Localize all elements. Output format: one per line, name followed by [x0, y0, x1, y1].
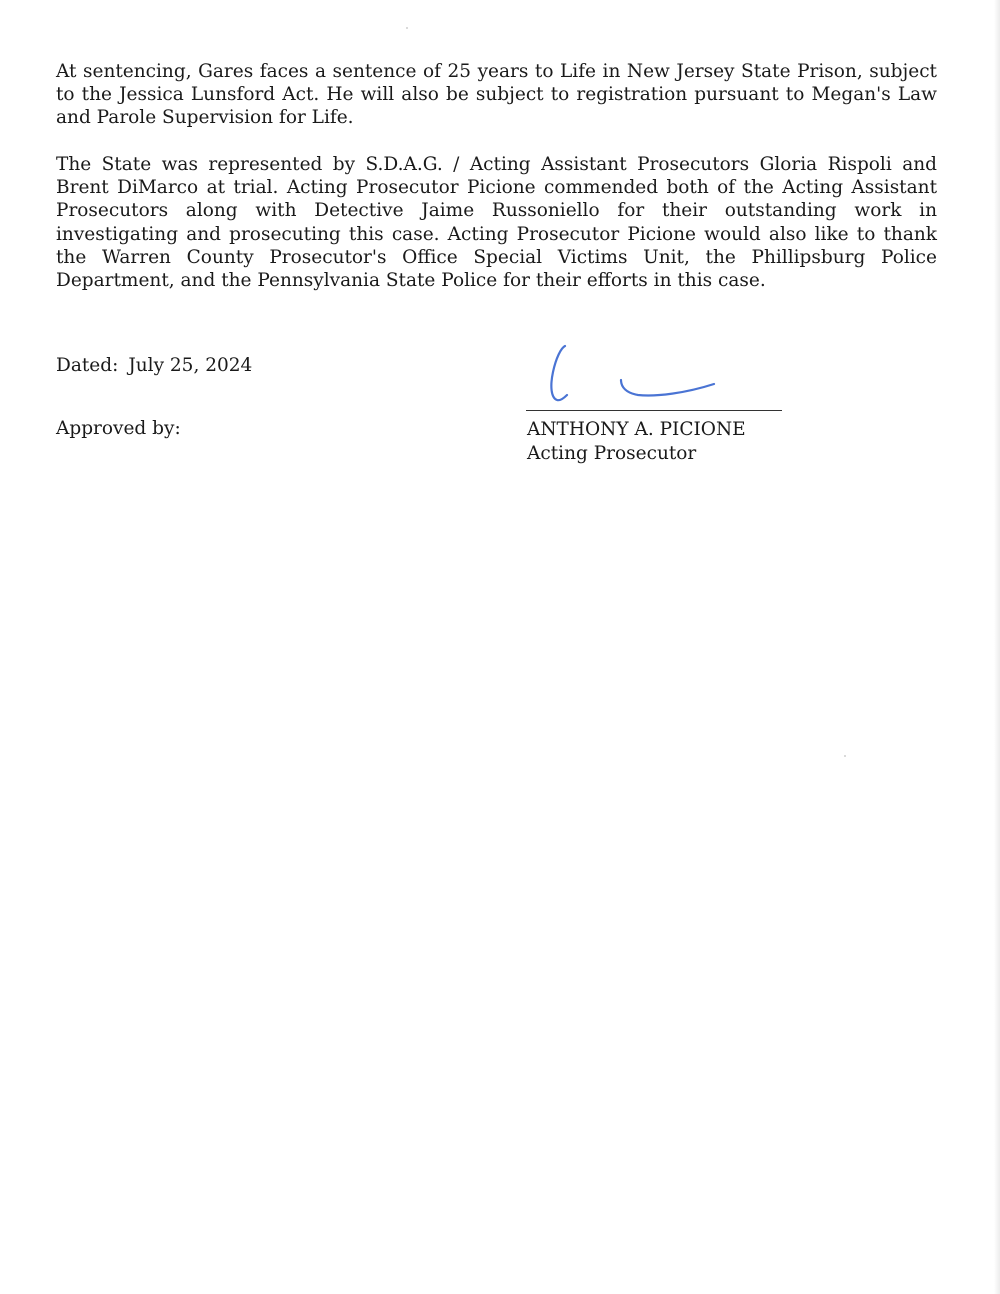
sentencing-paragraph: At sentencing, Gares faces a sentence of 25 years to Life in New Jersey State Prison, subject to the Jessica Lunsford Act. He will also be subject to registration pursuant to Megan's Law and Parole Supervision for Life.: [56, 61, 937, 129]
signature-line: [526, 410, 782, 411]
page-edge-shadow: [994, 0, 1000, 1294]
handwritten-signature: [534, 340, 724, 410]
scan-speck: [844, 755, 846, 757]
representation-paragraph: The State was represented by S.D.A.G. / Acting Assistant Prosecutors Gloria Rispoli and Brent DiMarco at trial. Acting Prosecutor Picione commended both of the Acting Assistant Prosecutors along with Detective Jaime Russoniello for their outstanding work in investigating and prosecuting this case. Acting Prosecutor Picione would also like to thank the Warren County Prosecutor's Office Special Victims Unit, the Phillipsburg Police Department, and the Pennsylvania State Police for their efforts in this case.: [56, 154, 937, 292]
scan-speck: [406, 27, 408, 29]
dated-label: Dated:: [56, 355, 119, 376]
dated-date: July 25, 2024: [128, 355, 253, 376]
dated-line: [56, 354, 252, 377]
signatory-title: Acting Prosecutor: [527, 443, 697, 464]
signatory-name: ANTHONY A. PICIONE: [527, 419, 746, 440]
approved-by-label: Approved by:: [56, 418, 181, 439]
